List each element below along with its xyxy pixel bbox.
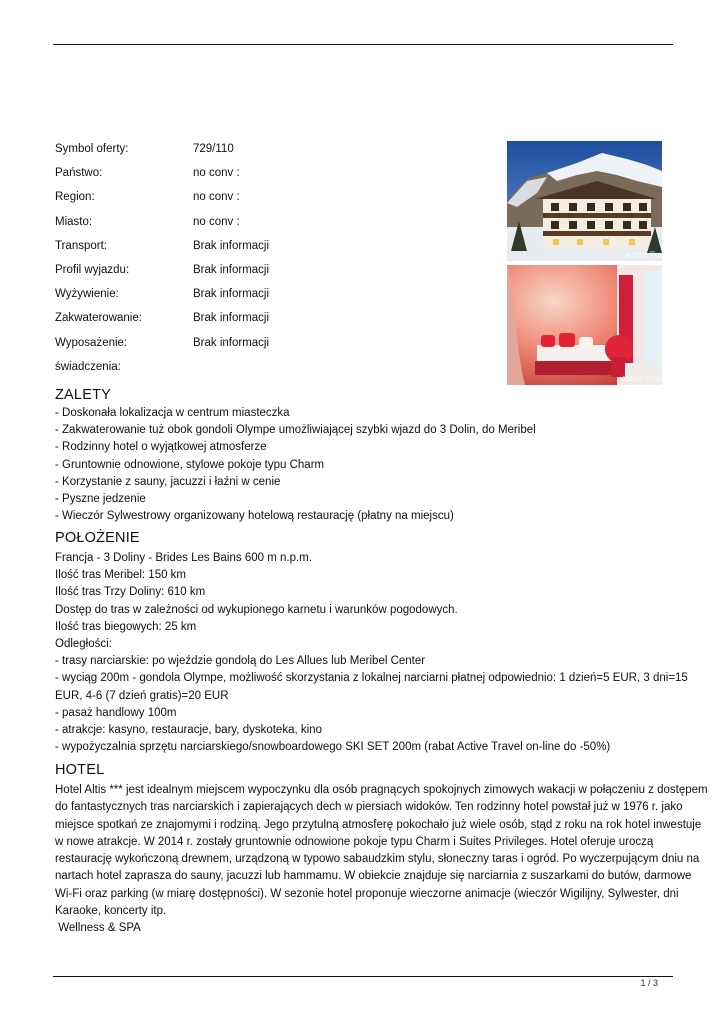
- list-item: Ilość tras Trzy Doliny: 610 km: [55, 586, 206, 599]
- offer-label: Miasto:: [55, 215, 93, 228]
- list-item: - wyciąg 200m - gondola Olympe, możliwość skorzystania z lokalnej narciarni płatnej odpowiednio: 1 dzień=5 EUR, 3 dni=15: [55, 672, 688, 685]
- offer-value: Brak informacji: [193, 288, 270, 301]
- offer-row-services: [55, 359, 455, 383]
- list-item: - Gruntownie odnowione, stylowe pokoje typu Charm: [55, 458, 325, 471]
- offer-value: Brak informacji: [193, 312, 270, 325]
- paragraph-line: w nowe atrakcje. W 2014 r. zostały gruntownie odnowione pokoje typu Charm i Suites Privileges. Hotel oferuje uroczą: [55, 835, 654, 848]
- offer-label: Wyżywienie:: [55, 288, 119, 301]
- offer-row-city: [55, 214, 455, 238]
- paragraph-line: Karaoke, koncerty itp.: [55, 905, 167, 918]
- list-item: Dostęp do tras w zależności od wykupionego karnetu i warunków pogodowych.: [55, 603, 458, 616]
- offer-row-region: [55, 189, 455, 213]
- paragraph-line: restaurację wykończoną drewnem, urządzoną w typowo sabaudzkim stylu, słoneczny taras i ogród. Po wyczerpującym dniu na: [55, 853, 700, 866]
- offer-value: Brak informacji: [193, 336, 270, 349]
- offer-row-transport: [55, 238, 455, 262]
- hotel-description: [55, 782, 708, 938]
- list-item: - Rodzinny hotel o wyjątkowej atmosferze: [55, 441, 267, 454]
- list-item: Ilość tras biegowych: 25 km: [55, 620, 197, 633]
- offer-row-board: [55, 286, 455, 310]
- paragraph-line: Wellness & SPA: [55, 922, 141, 935]
- page-number: 1 / 3: [640, 978, 658, 988]
- offer-label: Transport:: [55, 239, 107, 252]
- paragraph-line: do fantastycznych tras narciarskich i zapierających dech w piersiach widoków. Ten rodzinny hotel powstał już w 1976 r. jako: [55, 801, 683, 814]
- paragraph-line: miejsce spotkań ze znajomymi i rodziną. Jego przytulną atmosferę pokochało już wiele osób, stąd z roku na rok hotel inwestuje: [55, 818, 702, 831]
- list-item: - Doskonała lokalizacja w centrum miasteczka: [55, 407, 290, 419]
- list-item: - pasaż handlowy 100m: [55, 706, 177, 719]
- list-item: Ilość tras Meribel: 150 km: [55, 569, 187, 582]
- offer-label: świadczenia:: [55, 360, 121, 373]
- header-rule: [53, 44, 673, 45]
- zalety-list: [55, 405, 685, 525]
- section-title-zalety: ZALETY: [55, 387, 111, 403]
- offer-row-equipment: [55, 335, 455, 359]
- footer-rule: [53, 976, 673, 977]
- offer-details: [55, 141, 455, 383]
- offer-row-symbol: [55, 141, 455, 165]
- list-item: Francja - 3 Doliny - Brides Les Bains 600 m n.p.m.: [55, 552, 312, 564]
- offer-label: Region:: [55, 191, 95, 204]
- list-item: Odległości:: [55, 638, 112, 651]
- offer-value: Brak informacji: [193, 239, 270, 252]
- hotel-exterior-photo: [507, 141, 672, 261]
- offer-row-accommodation: [55, 310, 455, 334]
- list-item: - Zakwaterowanie tuż obok gondoli Olympe umożliwiającej szybki wjazd do 3 Dolin, do Meribel: [55, 424, 536, 437]
- offer-row-country: [55, 165, 455, 189]
- hotel-room-photo: [507, 265, 668, 385]
- offer-value: no conv :: [193, 167, 240, 180]
- paragraph-line: Wi-Fi oraz parking (w miarę dostępności). W sezonie hotel proponuje wieczorne animacje (wieczór Wigilijny, Sylwester, dni: [55, 887, 679, 900]
- offer-value: no conv :: [193, 191, 240, 204]
- offer-label: Wyposażenie:: [55, 336, 128, 349]
- paragraph-line: nartach hotel zaprasza do sauny, jacuzzi lub hammamu. W obiekcie znajduje się narciarnia z suszarkami do butów, darmowe: [55, 870, 692, 883]
- offer-row-profile: [55, 262, 455, 286]
- list-item: - atrakcje: kasyno, restauracje, bary, dyskoteka, kino: [55, 724, 322, 737]
- section-title-hotel: HOTEL: [55, 762, 105, 778]
- offer-value: 729/110: [193, 143, 234, 155]
- offer-label: Profil wyjazdu:: [55, 263, 130, 276]
- offer-label: Państwo:: [55, 167, 103, 180]
- paragraph-line: Hotel Altis *** jest idealnym miejscem wypoczynku dla osób pragnących spokojnych zimowych wakacji w połączeniu z dostępem: [55, 784, 708, 796]
- list-item: - trasy narciarskie: po wjeździe gondolą do Les Allues lub Meribel Center: [55, 655, 426, 668]
- list-item: - Pyszne jedzenie: [55, 493, 146, 506]
- list-item: - Wieczór Sylwestrowy organizowany hotelową restaurację (płatny na miejscu): [55, 510, 454, 523]
- offer-value: Brak informacji: [193, 263, 270, 276]
- room-photo-watermark: Active Travel: [621, 375, 668, 383]
- polozenie-list: [55, 550, 688, 756]
- list-item: EUR, 4-6 (7 dzień gratis)=20 EUR: [55, 689, 229, 702]
- hotel-photo-watermark: Active Travel: [625, 251, 672, 259]
- list-item: - Korzystanie z sauny, jacuzzi i łaźni w cenie: [55, 475, 281, 488]
- offer-label: Symbol oferty:: [55, 143, 129, 155]
- offer-value: no conv :: [193, 215, 240, 228]
- list-item: - wypożyczalnia sprzętu narciarskiego/snowboardowego SKI SET 200m (rabat Active Travel on-line do -50%): [55, 741, 611, 754]
- offer-label: Zakwaterowanie:: [55, 312, 142, 325]
- section-title-polozenie: POŁOŻENIE: [55, 530, 140, 546]
